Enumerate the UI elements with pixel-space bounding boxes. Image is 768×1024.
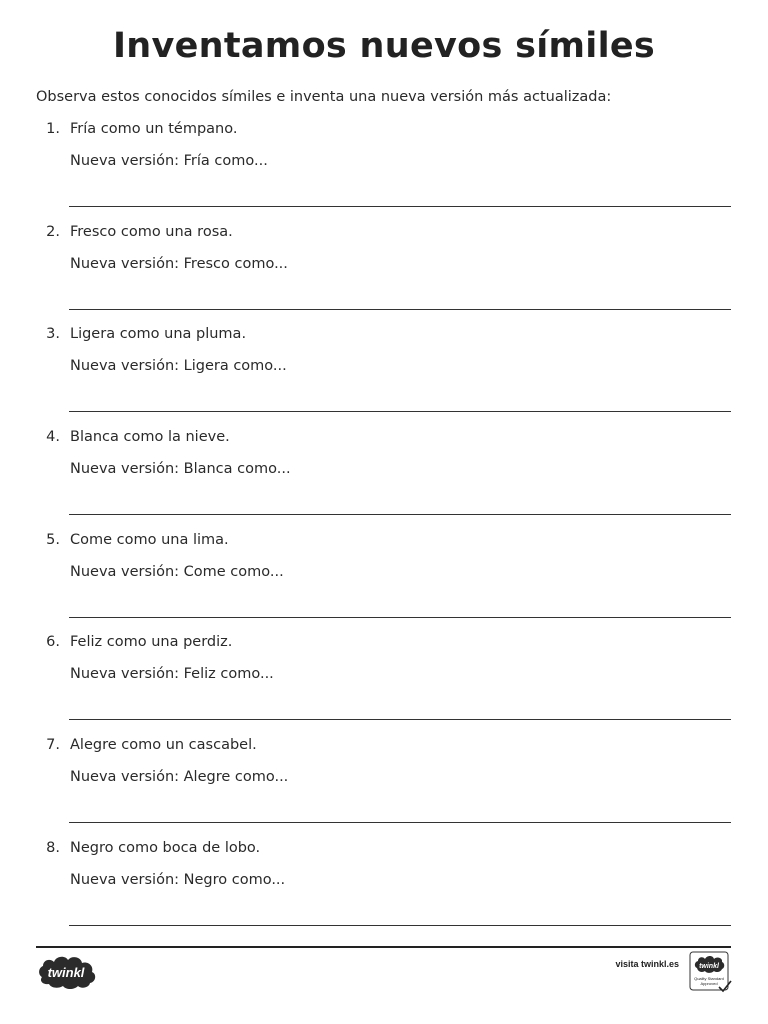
simile-text: Negro como boca de lobo. xyxy=(70,839,261,856)
badge-line-1: Quality Standard xyxy=(694,976,724,981)
new-version-prompt: Nueva versión: Fría como... xyxy=(70,153,268,169)
simile-item-5 xyxy=(0,529,768,632)
badge-line-2: Approved xyxy=(700,981,718,986)
item-number: 6. xyxy=(46,634,60,651)
answer-line[interactable] xyxy=(69,617,731,618)
simile-item-4 xyxy=(0,426,768,529)
item-number: 3. xyxy=(46,326,60,343)
new-version-prompt: Nueva versión: Come como... xyxy=(70,563,284,580)
item-number: 8. xyxy=(46,839,60,856)
item-number: 2. xyxy=(46,223,60,240)
new-version-prompt: Nueva versión: Alegre como... xyxy=(70,769,289,786)
simile-text: Fresco como una rosa. xyxy=(70,223,233,240)
simile-item-6 xyxy=(0,631,768,734)
visit-link[interactable]: visita twinkl.es xyxy=(615,959,679,969)
new-version-prompt: Nueva versión: Blanca como... xyxy=(70,461,291,478)
logo-text: twinkl xyxy=(47,965,85,980)
new-version-prompt: Nueva versión: Negro como... xyxy=(70,871,286,888)
page-title: Inventamos nuevos símiles xyxy=(112,26,656,66)
answer-line[interactable] xyxy=(69,719,731,720)
simile-list xyxy=(0,118,768,940)
simile-item-1 xyxy=(0,118,768,221)
simile-item-3 xyxy=(0,323,768,426)
simile-text: Ligera como una pluma. xyxy=(70,326,247,343)
item-number: 1. xyxy=(46,121,60,137)
answer-line[interactable] xyxy=(69,411,731,412)
instructions: Observa estos conocidos símiles e inventa una nueva versión más actualizada: xyxy=(36,89,612,105)
item-number: 7. xyxy=(46,737,60,754)
new-version-prompt: Nueva versión: Feliz como... xyxy=(70,666,274,683)
new-version-prompt: Nueva versión: Fresco como... xyxy=(70,255,288,272)
answer-line[interactable] xyxy=(69,309,731,310)
answer-line[interactable] xyxy=(69,206,731,207)
answer-line[interactable] xyxy=(69,925,731,926)
simile-text: Fría como un témpano. xyxy=(70,121,238,137)
simile-item-8 xyxy=(0,837,768,940)
new-version-prompt: Nueva versión: Ligera como... xyxy=(70,358,287,375)
item-number: 5. xyxy=(46,531,60,548)
simile-text: Feliz como una perdiz. xyxy=(70,634,233,651)
simile-text: Come como una lima. xyxy=(70,531,229,548)
simile-text: Blanca como la nieve. xyxy=(70,429,230,446)
simile-item-7 xyxy=(0,734,768,837)
simile-text: Alegre como un cascabel. xyxy=(70,737,257,754)
answer-line[interactable] xyxy=(69,822,731,823)
twinkl-logo-icon[interactable] xyxy=(36,953,98,991)
footer-divider xyxy=(36,946,731,948)
quality-standard-badge-icon xyxy=(689,951,733,993)
simile-item-2 xyxy=(0,221,768,324)
svg-text:twinkl: twinkl xyxy=(699,963,719,970)
answer-line[interactable] xyxy=(69,514,731,515)
item-number: 4. xyxy=(46,429,60,446)
